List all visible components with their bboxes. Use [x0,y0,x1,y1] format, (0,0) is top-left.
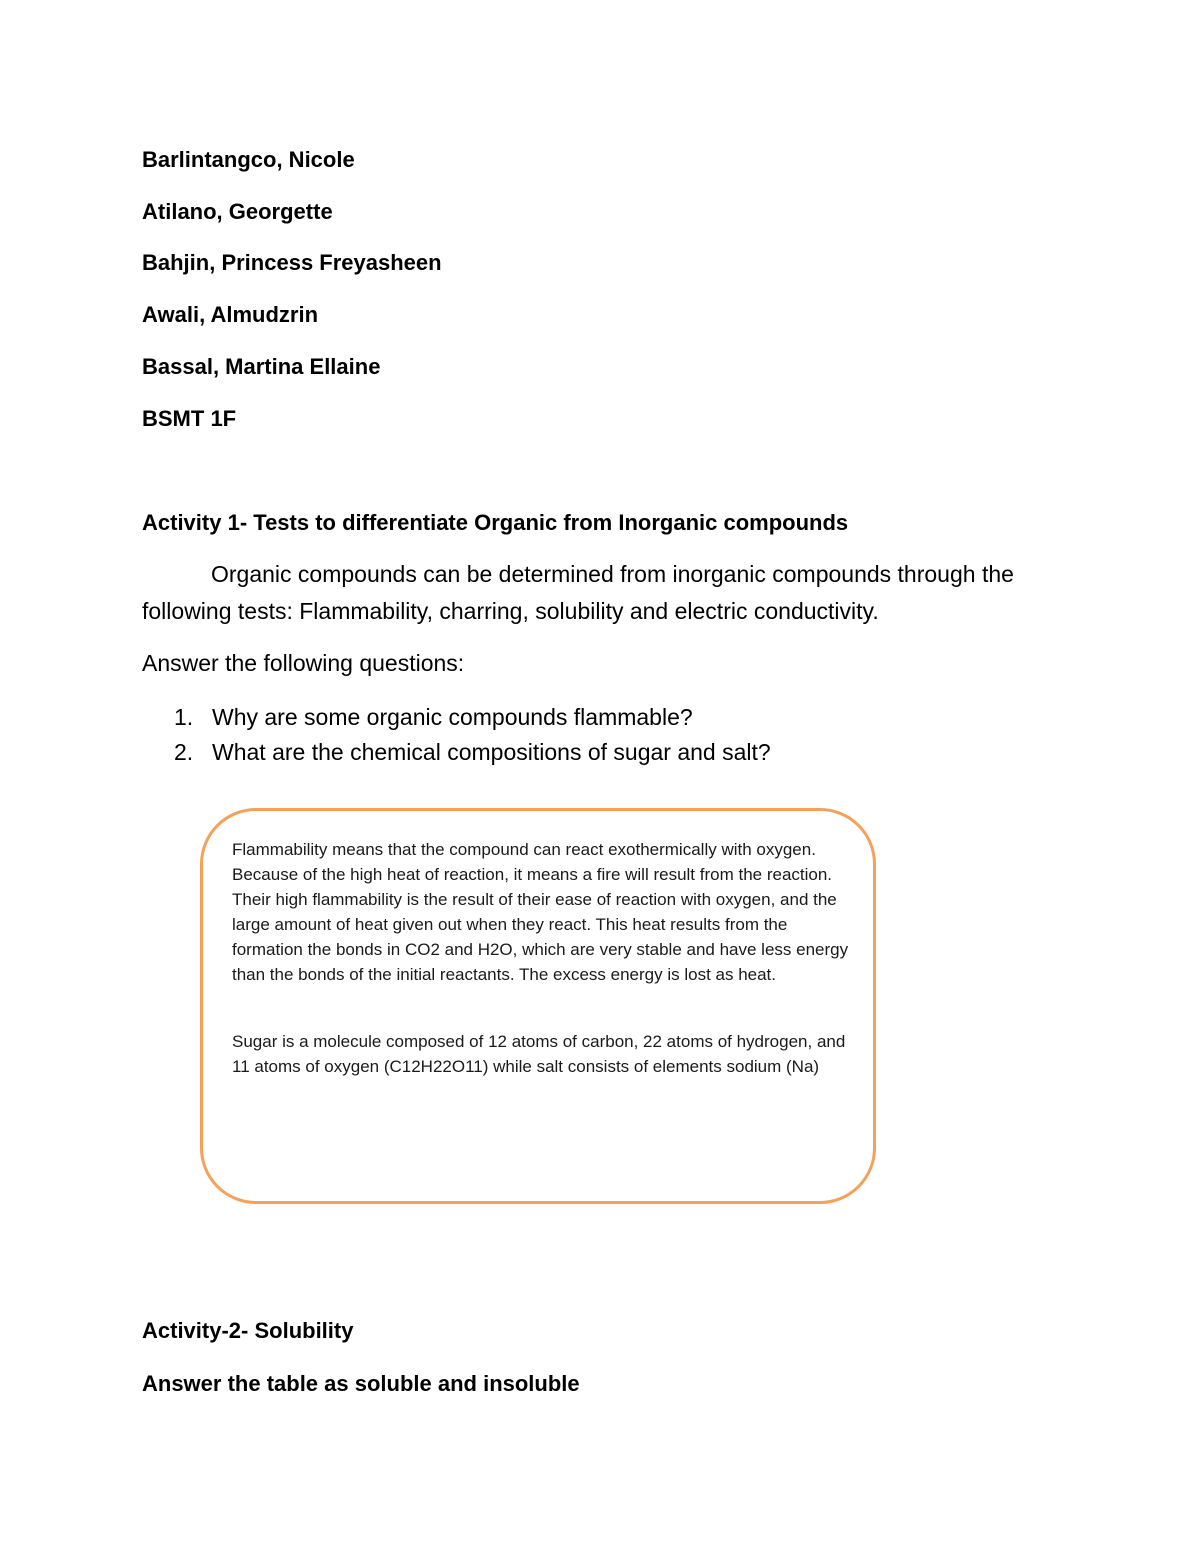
activity1-instruction: Answer the following questions: [142,650,465,676]
question-2-number: 2. [174,739,194,765]
question-2-text: What are the chemical compositions of sugar and salt? [212,739,771,765]
student-name-2: Atilano, Georgette [142,199,333,224]
answer-paragraph-composition: Sugar is a molecule composed of 12 atoms of carbon, 22 atoms of hydrogen, and 11 atoms of oxygen (C12H22O11) while salt consists of elements sodium (Na) [232,1032,846,1076]
student-name-1: Barlintangco, Nicole [142,147,355,172]
student-name-3: Bahjin, Princess Freyasheen [142,250,442,275]
question-1 [174,703,693,731]
question-2 [174,738,771,766]
answer-paragraph-flammability: Flammability means that the compound can react exothermically with oxygen. Because of the high heat of reaction, it means a fire will result from the reaction. Their high flammability is the result of their ease of reaction with oxygen, and the large amount of heat given out when they react. This heat results from the formation the bonds in CO2 and H2O, which are very stable and have less energy than the bonds of the initial reactants. The excess energy is lost as heat. [232,840,849,984]
question-1-number: 1. [174,704,194,730]
student-name-4: Awali, Almudzrin [142,302,319,327]
student-name-5: Bassal, Martina Ellaine [142,354,381,379]
activity1-title: Activity 1- Tests to differentiate Organic from Inorganic compounds [142,510,849,535]
question-1-text: Why are some organic compounds flammable? [212,704,693,730]
activity1-intro: Organic compounds can be determined from inorganic compounds through the following tests: Flammability, charring, solubility and electric conductivity. [142,561,1014,624]
activity2-instruction: Answer the table as soluble and insoluble [142,1371,580,1396]
activity2-title: Activity-2- Solubility [142,1318,354,1343]
section-label: BSMT 1F [142,406,237,431]
